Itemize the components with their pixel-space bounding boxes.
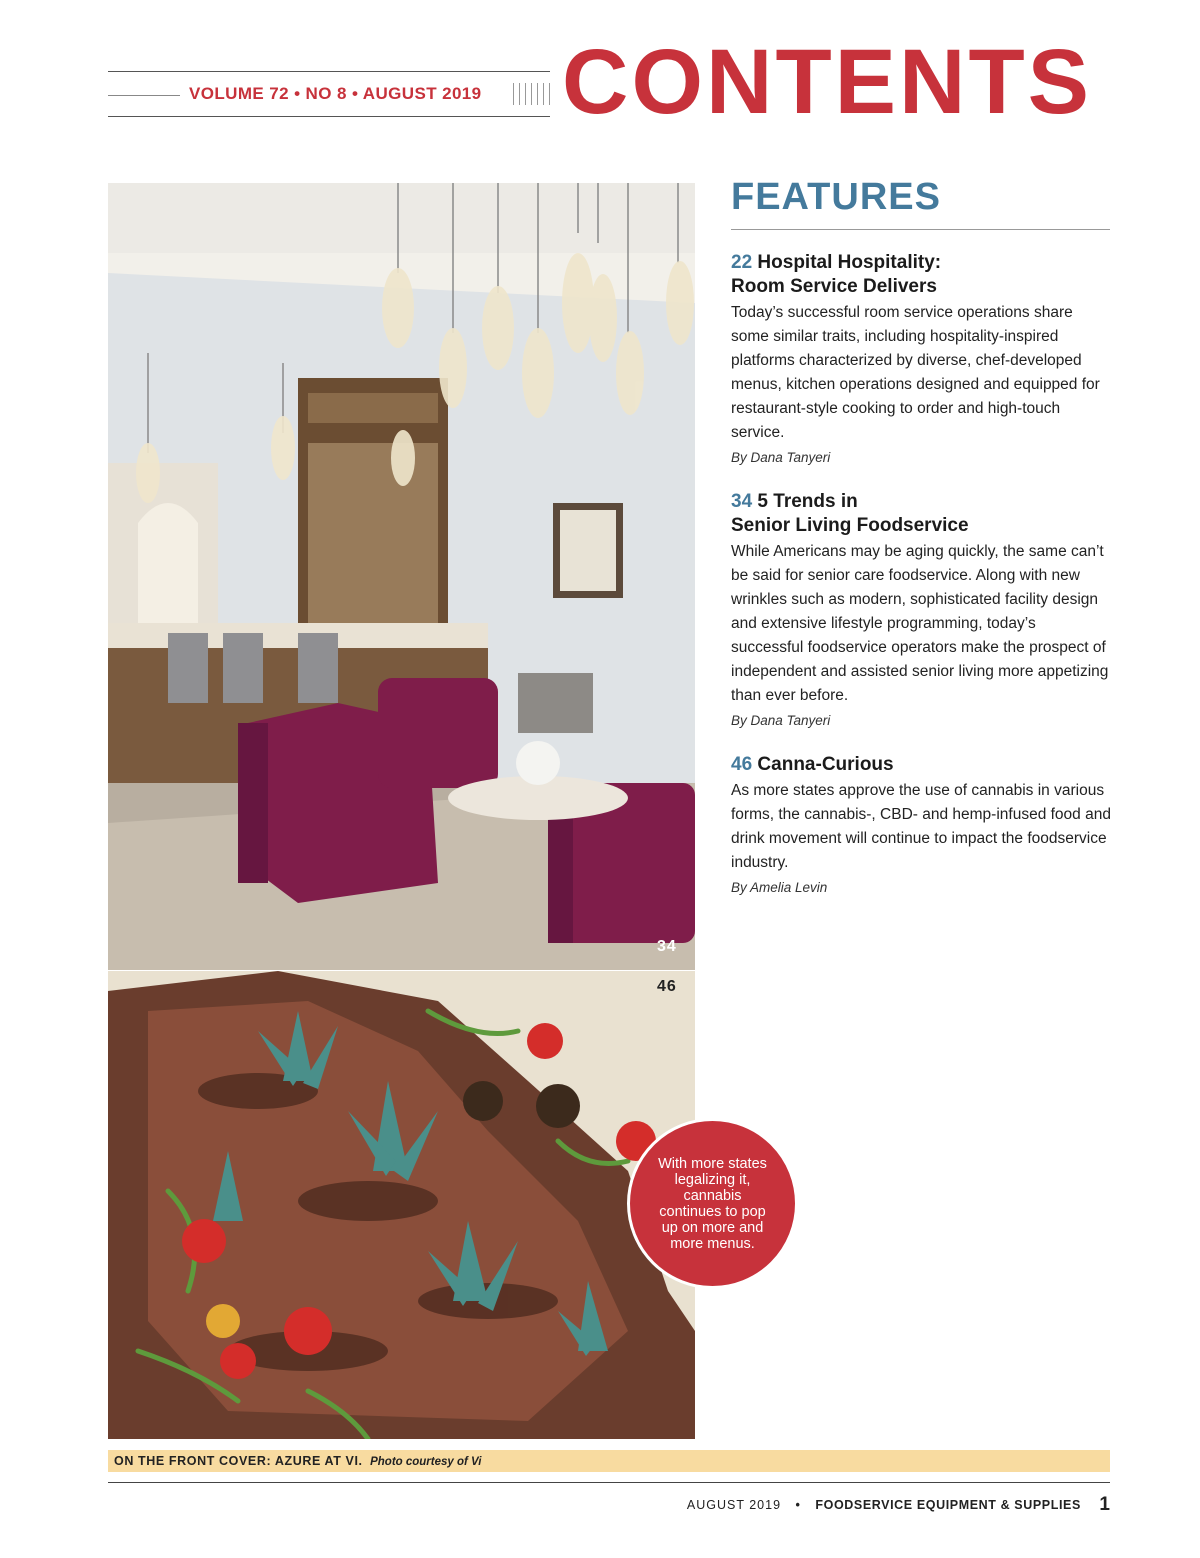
front-cover-strip	[108, 1450, 1110, 1472]
footer-publication: FOODSERVICE EQUIPMENT & SUPPLIES	[815, 1498, 1081, 1512]
cannabis-callout-badge	[627, 1118, 798, 1289]
article-byline: By Dana Tanyeri	[731, 450, 831, 465]
front-cover-label: ON THE FRONT COVER: AZURE AT VI.	[114, 1454, 363, 1468]
article-page-number: 22	[731, 252, 753, 273]
features-rule	[731, 229, 1110, 230]
article-title[interactable]	[731, 753, 1111, 777]
lounge-page-label: 34	[657, 938, 677, 955]
footer-date: AUGUST 2019	[686, 1498, 782, 1512]
article-byline: By Dana Tanyeri	[731, 713, 831, 728]
footer-rule	[108, 1482, 1110, 1483]
feature-article-hospital[interactable]	[731, 251, 1111, 469]
feature-article-canna-curious[interactable]	[731, 753, 1111, 899]
article-page-number: 46	[731, 754, 753, 775]
article-title-line1: Canna-Curious	[757, 754, 894, 775]
article-page-number: 34	[731, 491, 753, 512]
article-summary: As more states approve the use of cannabis in various forms, the cannabis-, CBD- and hemp-infused food and drink movement will continue to impact the foodservice industry.	[731, 782, 1111, 871]
food-photo	[108, 971, 695, 1439]
article-title[interactable]	[731, 251, 1111, 299]
article-title-line1: Hospital Hospitality:	[757, 252, 942, 273]
masthead-tick-marks	[513, 83, 551, 105]
feature-article-senior-living[interactable]	[731, 490, 1111, 732]
lounge-photo	[108, 183, 695, 970]
food-page-label: 46	[657, 978, 677, 995]
masthead-short-rule	[108, 95, 180, 96]
article-title[interactable]	[731, 490, 1111, 538]
footer-page-number: 1	[1099, 1494, 1110, 1515]
issue-line: VOLUME 72 • NO 8 • AUGUST 2019	[189, 84, 482, 103]
article-summary: Today’s successful room service operations share some similar traits, including hospitality-inspired platforms characterized by diverse, chef-developed menus, kitchen operations designed and equipped for restaurant-style cooking to order and high-touch service.	[731, 304, 1100, 441]
callout-text: With more states legalizing it, cannabis continues to pop up on more and more menus.	[658, 1155, 767, 1252]
features-heading: FEATURES	[731, 176, 941, 218]
page-footer	[687, 1493, 1110, 1515]
footer-separator: •	[795, 1498, 801, 1512]
front-cover-credit: Photo courtesy of Vi	[370, 1456, 482, 1468]
article-title-line1: 5 Trends in	[757, 491, 858, 512]
article-summary: While Americans may be aging quickly, the same can’t be said for senior care foodservice. Along with new wrinkles such as modern, sophisticated facility design and extensive lifestyle programming, today’s successful foodservice operators make the prospect of independent and assisted senior living more appetizing than ever before.	[731, 543, 1109, 704]
masthead-top-rule	[108, 71, 550, 72]
article-title-line2: Room Service Delivers	[731, 276, 937, 297]
article-byline: By Amelia Levin	[731, 880, 828, 895]
article-title-line2: Senior Living Foodservice	[731, 515, 969, 536]
masthead-bottom-rule	[108, 116, 550, 117]
page-title: CONTENTS	[562, 31, 1092, 133]
